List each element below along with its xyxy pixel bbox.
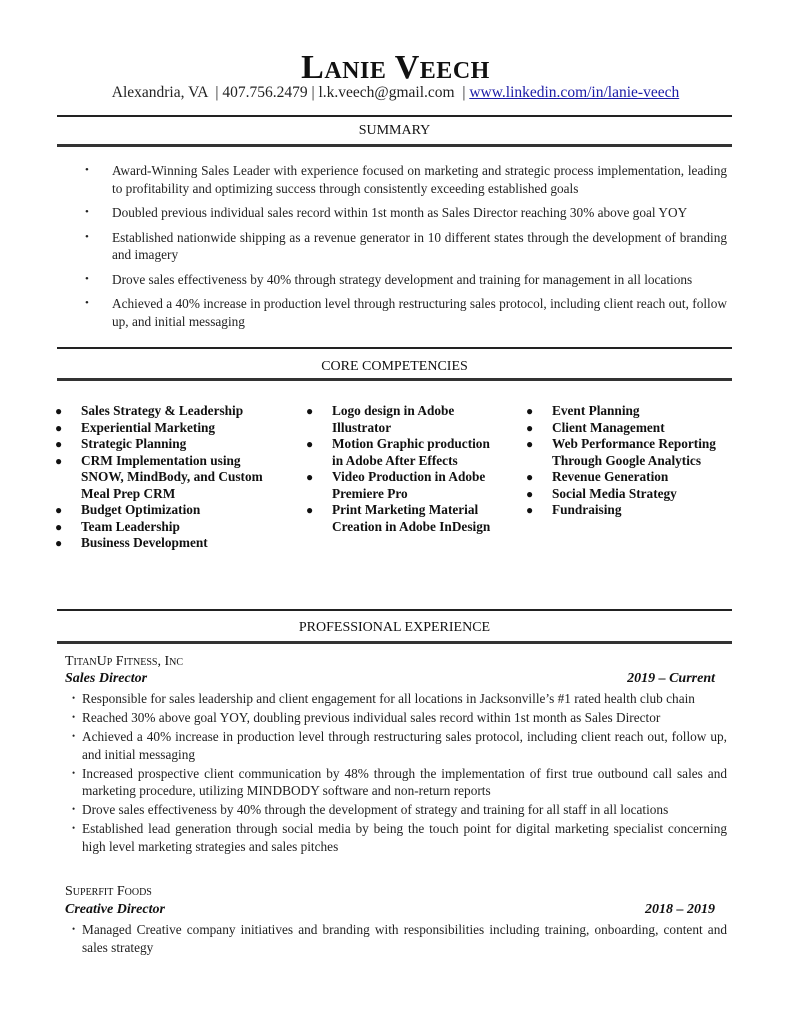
bullet-icon: ● xyxy=(55,437,63,451)
competency-item-text: Web Performance Reporting Through Google Analytics xyxy=(552,436,716,468)
divider xyxy=(57,609,732,611)
competency-item xyxy=(526,502,726,519)
summary-item xyxy=(85,204,727,222)
bullet-icon: ● xyxy=(55,536,63,550)
bullet-icon: ● xyxy=(526,503,534,517)
job-bullet-item xyxy=(72,728,727,763)
summary-item-text: Established nationwide shipping as a revenue generator in 10 different states through the development of branding and imagery xyxy=(112,229,727,262)
competency-item-text: Video Production in Adobe Premiere Pro xyxy=(332,469,486,501)
competency-item xyxy=(526,420,726,437)
job-dates: 2019 – Current xyxy=(627,671,715,686)
separator: | xyxy=(462,84,466,101)
location: Alexandria, VA xyxy=(111,84,208,101)
summary-item xyxy=(85,271,727,289)
bullet-icon: • xyxy=(85,164,89,176)
summary-item-text: Award-Winning Sales Leader with experience focused on marketing and strategic process implementation, leading to profitability and optimizing success through consistently exceeding established goals xyxy=(112,163,727,196)
competency-item xyxy=(526,403,726,420)
bullet-icon: • xyxy=(72,693,76,703)
separator: | xyxy=(311,84,315,101)
company-name: Superfit Foods xyxy=(65,884,152,899)
competency-item xyxy=(55,535,285,552)
bullet-icon: • xyxy=(85,206,89,218)
job-bullet-item-text: Responsible for sales leadership and client engagement for all locations in Jacksonville’s #1 rated health club chain xyxy=(82,691,695,706)
summary-item-text: Drove sales effectiveness by 40% through strategy development and training for management in all locations xyxy=(112,271,693,287)
section-title-experience: PROFESSIONAL EXPERIENCE xyxy=(298,620,491,635)
competencies-column-3 xyxy=(526,403,726,519)
competency-item-text: Event Planning xyxy=(552,403,640,418)
competency-item-text: Social Media Strategy xyxy=(552,485,677,501)
bullet-icon: ● xyxy=(526,486,534,501)
summary-item xyxy=(85,162,727,197)
bullet-icon: ● xyxy=(526,404,534,418)
company-name: TitanUp Fitness, Inc xyxy=(65,654,184,669)
candidate-name: Lanie Veech xyxy=(301,49,490,86)
competency-item-text: Motion Graphic production in Adobe After Effects xyxy=(332,436,490,468)
competency-item xyxy=(526,436,726,469)
competency-item xyxy=(55,403,285,420)
competency-item-text: CRM Implementation using SNOW, MindBody, and Custom Meal Prep CRM xyxy=(81,452,263,501)
bullet-icon: ● xyxy=(55,503,63,517)
bullet-icon: ● xyxy=(526,420,534,435)
job-bullet-item-text: Achieved a 40% increase in production level through restructuring sales protocol, including client reach out, follow up, and initial messaging xyxy=(82,729,727,762)
competency-item-text: Client Management xyxy=(552,419,665,435)
competency-item-text: Business Development xyxy=(81,535,208,550)
summary-item-text: Doubled previous individual sales record within 1st month as Sales Director reaching 30% above goal YOY xyxy=(112,205,688,220)
job-bullet-item xyxy=(72,801,727,819)
competency-item xyxy=(526,486,726,503)
email: l.k.veech@gmail.com xyxy=(318,84,455,101)
bullet-icon: • xyxy=(85,230,89,243)
competencies-column-1 xyxy=(55,403,285,552)
job-bullet-item-text: Drove sales effectiveness by 40% through the development of strategy and training for all staff in all locations xyxy=(82,802,669,817)
competency-item xyxy=(55,519,285,536)
competency-item xyxy=(55,420,285,437)
competency-item-text: Strategic Planning xyxy=(81,436,187,451)
competencies-column-2 xyxy=(306,403,496,535)
competency-item xyxy=(55,436,285,453)
competency-item-text: Print Marketing Material Creation in Adobe InDesign xyxy=(332,502,491,534)
job-title: Sales Director xyxy=(65,671,148,686)
bullet-icon: ● xyxy=(306,503,314,517)
competency-item-text: Logo design in Adobe Illustrator xyxy=(332,403,455,435)
job-title: Creative Director xyxy=(65,902,165,917)
job-bullet-item xyxy=(72,921,727,956)
competency-item xyxy=(306,403,496,436)
competency-item xyxy=(55,453,285,503)
competency-item xyxy=(55,502,285,519)
job-bullet-item-text: Reached 30% above goal YOY, doubling previous individual sales record within 1st month as Sales Director xyxy=(82,710,661,725)
bullet-icon: • xyxy=(72,924,76,934)
divider xyxy=(57,641,732,644)
summary-item xyxy=(85,295,727,330)
section-title-summary: SUMMARY xyxy=(358,123,431,138)
competency-item-text: Fundraising xyxy=(552,502,622,517)
job-bullets xyxy=(72,921,727,958)
job-bullet-item-text: Managed Creative company initiatives and branding with responsibilities including training, onboarding, content and sales strategy xyxy=(82,922,727,955)
bullet-icon: • xyxy=(72,767,76,778)
job-bullet-item xyxy=(72,820,727,855)
bullet-icon: ● xyxy=(526,470,534,484)
separator: | xyxy=(215,84,219,101)
bullet-icon: ● xyxy=(306,470,314,484)
bullet-icon: ● xyxy=(306,437,314,451)
competency-item-text: Team Leadership xyxy=(81,518,180,534)
summary-item xyxy=(85,229,727,264)
job-bullet-item xyxy=(72,765,727,800)
job-bullet-item-text: Established lead generation through social media by being the touch point for digital marketing specialist concerning high level marketing strategies and sales pitches xyxy=(82,821,727,854)
job-bullet-item-text: Increased prospective client communication by 48% through the implementation of first true outbound call sales and marketing procedure, utilizing MINDBODY software and non-return reports xyxy=(82,765,727,798)
linkedin-link[interactable]: www.linkedin.com/in/lanie-veech xyxy=(469,84,680,101)
bullet-icon: ● xyxy=(55,404,63,418)
job-dates: 2018 – 2019 xyxy=(645,902,715,917)
job-bullets xyxy=(72,690,727,857)
bullet-icon: ● xyxy=(306,404,314,418)
divider xyxy=(57,347,732,349)
competency-item-text: Sales Strategy & Leadership xyxy=(81,403,244,418)
bullet-icon: • xyxy=(72,823,76,833)
bullet-icon: • xyxy=(72,804,76,814)
competency-item-text: Experiential Marketing xyxy=(81,419,216,435)
competency-item xyxy=(306,502,496,535)
bullet-icon: • xyxy=(72,712,76,722)
bullet-icon: • xyxy=(85,272,89,285)
bullet-icon: ● xyxy=(526,437,534,451)
competency-item-text: Budget Optimization xyxy=(81,502,201,517)
job-bullet-item xyxy=(72,690,727,708)
bullet-icon: ● xyxy=(55,420,63,435)
summary-item-text: Achieved a 40% increase in production level through restructuring sales protocol, including client reach out, follow up, and initial messaging xyxy=(112,296,727,329)
bullet-icon: • xyxy=(85,297,89,309)
competency-item xyxy=(526,469,726,486)
bullet-icon: ● xyxy=(55,453,63,468)
divider xyxy=(57,378,732,381)
job-bullet-item xyxy=(72,709,727,727)
competency-item xyxy=(306,436,496,469)
bullet-icon: ● xyxy=(55,519,63,534)
phone: 407.756.2479 xyxy=(222,84,308,101)
divider xyxy=(57,144,732,147)
competency-item-text: Revenue Generation xyxy=(552,469,669,484)
bullet-icon: • xyxy=(72,731,76,741)
contact-line xyxy=(0,83,791,103)
summary-list xyxy=(85,162,727,337)
competency-item xyxy=(306,469,496,502)
section-title-competencies: CORE COMPETENCIES xyxy=(321,359,468,374)
divider xyxy=(57,115,732,117)
